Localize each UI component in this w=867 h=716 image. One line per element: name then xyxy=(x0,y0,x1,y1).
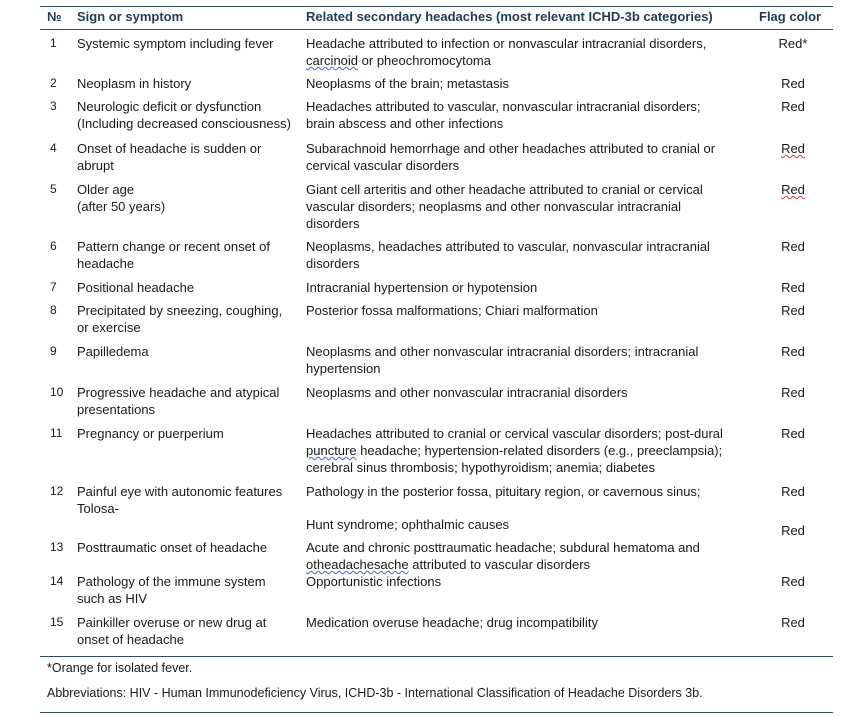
related-line: Pathology in the posterior fossa, pituitary region, or cavernous sinus; xyxy=(306,484,701,499)
related-cell xyxy=(306,343,746,377)
sign-line: Systemic symptom including fever xyxy=(77,36,274,51)
related-line: cerebral sinus thrombosis; hypothyroidism; anemia; diabetes xyxy=(306,460,656,475)
sign-line: presentations xyxy=(77,402,156,417)
sign-cell xyxy=(77,75,297,92)
related-cell xyxy=(306,181,746,232)
related-line: Neoplasms, headaches attributed to vascular, nonvascular intracranial xyxy=(306,239,710,254)
related-cell xyxy=(306,539,746,573)
sign-line: abrupt xyxy=(77,158,114,173)
sign-cell xyxy=(77,614,297,648)
sign-cell xyxy=(77,539,297,556)
related-line: Posterior fossa malformations; Chiari malformation xyxy=(306,303,598,318)
related-cell xyxy=(306,279,746,296)
flag-color: Red xyxy=(781,280,805,295)
related-line: Medication overuse headache; drug incompatibility xyxy=(306,615,598,630)
related-line: otheadachesache attributed to vascular disorders xyxy=(306,557,591,572)
footer-rule xyxy=(40,712,833,713)
sign-line: Positional headache xyxy=(77,280,195,295)
flag-color: Red xyxy=(781,182,805,197)
related-line: Neoplasms and other nonvascular intracranial disorders xyxy=(306,385,628,400)
flag-color: Red xyxy=(781,99,805,114)
row-number: 3 xyxy=(50,99,57,113)
sign-line: (after 50 years) xyxy=(77,199,166,214)
sign-cell xyxy=(77,425,297,442)
related-line: Neoplasms of the brain; metastasis xyxy=(306,76,510,91)
row-number: 2 xyxy=(50,76,57,90)
row-number: 6 xyxy=(50,239,57,253)
sign-line: Onset of headache is sudden or xyxy=(77,141,262,156)
related-cell xyxy=(306,35,746,69)
header-flag: Flag color xyxy=(759,9,822,24)
header-sign: Sign or symptom xyxy=(77,9,184,24)
related-cell xyxy=(306,140,746,174)
sign-cell xyxy=(77,343,297,360)
sign-cell xyxy=(77,483,297,517)
sign-cell xyxy=(77,238,297,272)
row-number: 8 xyxy=(50,303,57,317)
sign-cell xyxy=(77,302,297,336)
row-number: 12 xyxy=(50,484,64,498)
flag-color: Red xyxy=(781,385,805,400)
sign-line: Neurologic deficit or dysfunction xyxy=(77,99,262,114)
sign-line: Painkiller overuse or new drug at xyxy=(77,615,267,630)
sign-cell xyxy=(77,384,297,418)
sign-line: Pathology of the immune system xyxy=(77,574,266,589)
related-line: Acute and chronic posttraumatic headache; subdural hematoma and xyxy=(306,540,700,555)
sign-line: Precipitated by sneezing, coughing, xyxy=(77,303,283,318)
row-number: 15 xyxy=(50,615,64,629)
flag-color: Red xyxy=(781,76,805,91)
flag-color: Red xyxy=(781,574,805,589)
related-line: disorders xyxy=(306,256,360,271)
sign-line: Papilledema xyxy=(77,344,149,359)
header-related: Related secondary headaches (most relevant ICHD-3b categories) xyxy=(306,9,713,24)
related-cell xyxy=(306,483,746,500)
related-line: Neoplasms and other nonvascular intracranial disorders; intracranial xyxy=(306,344,699,359)
sign-line: Posttraumatic onset of headache xyxy=(77,540,268,555)
sign-cell xyxy=(77,140,297,174)
related-line: brain abscess and other infections xyxy=(306,116,504,131)
related-line: cervical vascular disorders xyxy=(306,158,460,173)
related-line: carcinoid or pheochromocytoma xyxy=(306,53,491,68)
sign-cell xyxy=(77,35,297,52)
row-number: 11 xyxy=(50,426,63,440)
sign-line: Pregnancy or puerperium xyxy=(77,426,224,441)
flag-color: Red xyxy=(781,523,805,538)
row-number: 4 xyxy=(50,141,57,155)
row-number: 9 xyxy=(50,344,57,358)
flag-color: Red xyxy=(781,303,805,318)
related-line: Hunt syndrome; ophthalmic causes xyxy=(306,517,510,532)
related-line: Intracranial hypertension or hypotension xyxy=(306,280,538,295)
sign-line: Pattern change or recent onset of xyxy=(77,239,270,254)
related-cell xyxy=(306,573,746,590)
related-line: Subarachnoid hemorrhage and other headaches attributed to cranial or xyxy=(306,141,716,156)
sign-cell xyxy=(77,98,297,132)
related-line: vascular disorders; neoplasms and other nonvascular intracranial xyxy=(306,199,682,214)
sign-line: onset of headache xyxy=(77,632,184,647)
flag-color: Red xyxy=(781,615,805,630)
sign-line: headache xyxy=(77,256,135,271)
row-number: 7 xyxy=(50,280,57,294)
sign-line: such as HIV xyxy=(77,591,148,606)
row-number: 13 xyxy=(50,540,64,554)
related-cell xyxy=(306,516,746,533)
sign-line: Neoplasm in history xyxy=(77,76,192,91)
sign-line: (Including decreased consciousness) xyxy=(77,116,291,131)
related-line: Headache attributed to infection or nonvascular intracranial disorders, xyxy=(306,36,707,51)
sign-cell xyxy=(77,181,297,215)
flag-color: Red xyxy=(781,141,805,156)
flag-color: Red* xyxy=(778,36,808,51)
related-cell xyxy=(306,98,746,132)
sign-cell xyxy=(77,573,297,607)
flag-color: Red xyxy=(781,426,805,441)
related-line: Headaches attributed to cranial or cervical vascular disorders; post-dural xyxy=(306,426,723,441)
row-number: 5 xyxy=(50,182,57,196)
related-cell xyxy=(306,75,746,92)
related-line: Giant cell arteritis and other headache attributed to cranial or cervical xyxy=(306,182,703,197)
sign-line: Progressive headache and atypical xyxy=(77,385,280,400)
sign-line: Tolosa- xyxy=(77,501,119,516)
related-line: disorders xyxy=(306,216,360,231)
flag-color: Red xyxy=(781,484,805,499)
row-number: 14 xyxy=(50,574,64,588)
related-line: Opportunistic infections xyxy=(306,574,442,589)
flag-color: Red xyxy=(781,239,805,254)
related-cell xyxy=(306,614,746,631)
related-cell xyxy=(306,238,746,272)
related-cell xyxy=(306,302,746,319)
sign-line: Painful eye with autonomic features xyxy=(77,484,283,499)
header-num: № xyxy=(47,9,62,24)
row-number: 1 xyxy=(50,36,57,50)
top-rule xyxy=(40,6,833,7)
related-line: hypertension xyxy=(306,361,381,376)
related-line: puncture headache; hypertension-related disorders (e.g., preeclampsia); xyxy=(306,443,723,458)
sign-line: or exercise xyxy=(77,320,141,335)
footnote: *Orange for isolated fever. xyxy=(47,661,193,675)
sign-cell xyxy=(77,279,297,296)
flag-color: Red xyxy=(781,344,805,359)
row-number: 10 xyxy=(50,385,64,399)
sign-line: Older age xyxy=(77,182,135,197)
related-cell xyxy=(306,425,746,476)
header-rule xyxy=(40,29,833,30)
related-line: Headaches attributed to vascular, nonvascular intracranial disorders; xyxy=(306,99,701,114)
bottom-rule xyxy=(40,656,833,657)
related-cell xyxy=(306,384,746,401)
abbreviations: Abbreviations: HIV - Human Immunodeficiency Virus, ICHD-3b - International Classification of Headache Disorders 3b. xyxy=(47,686,703,700)
